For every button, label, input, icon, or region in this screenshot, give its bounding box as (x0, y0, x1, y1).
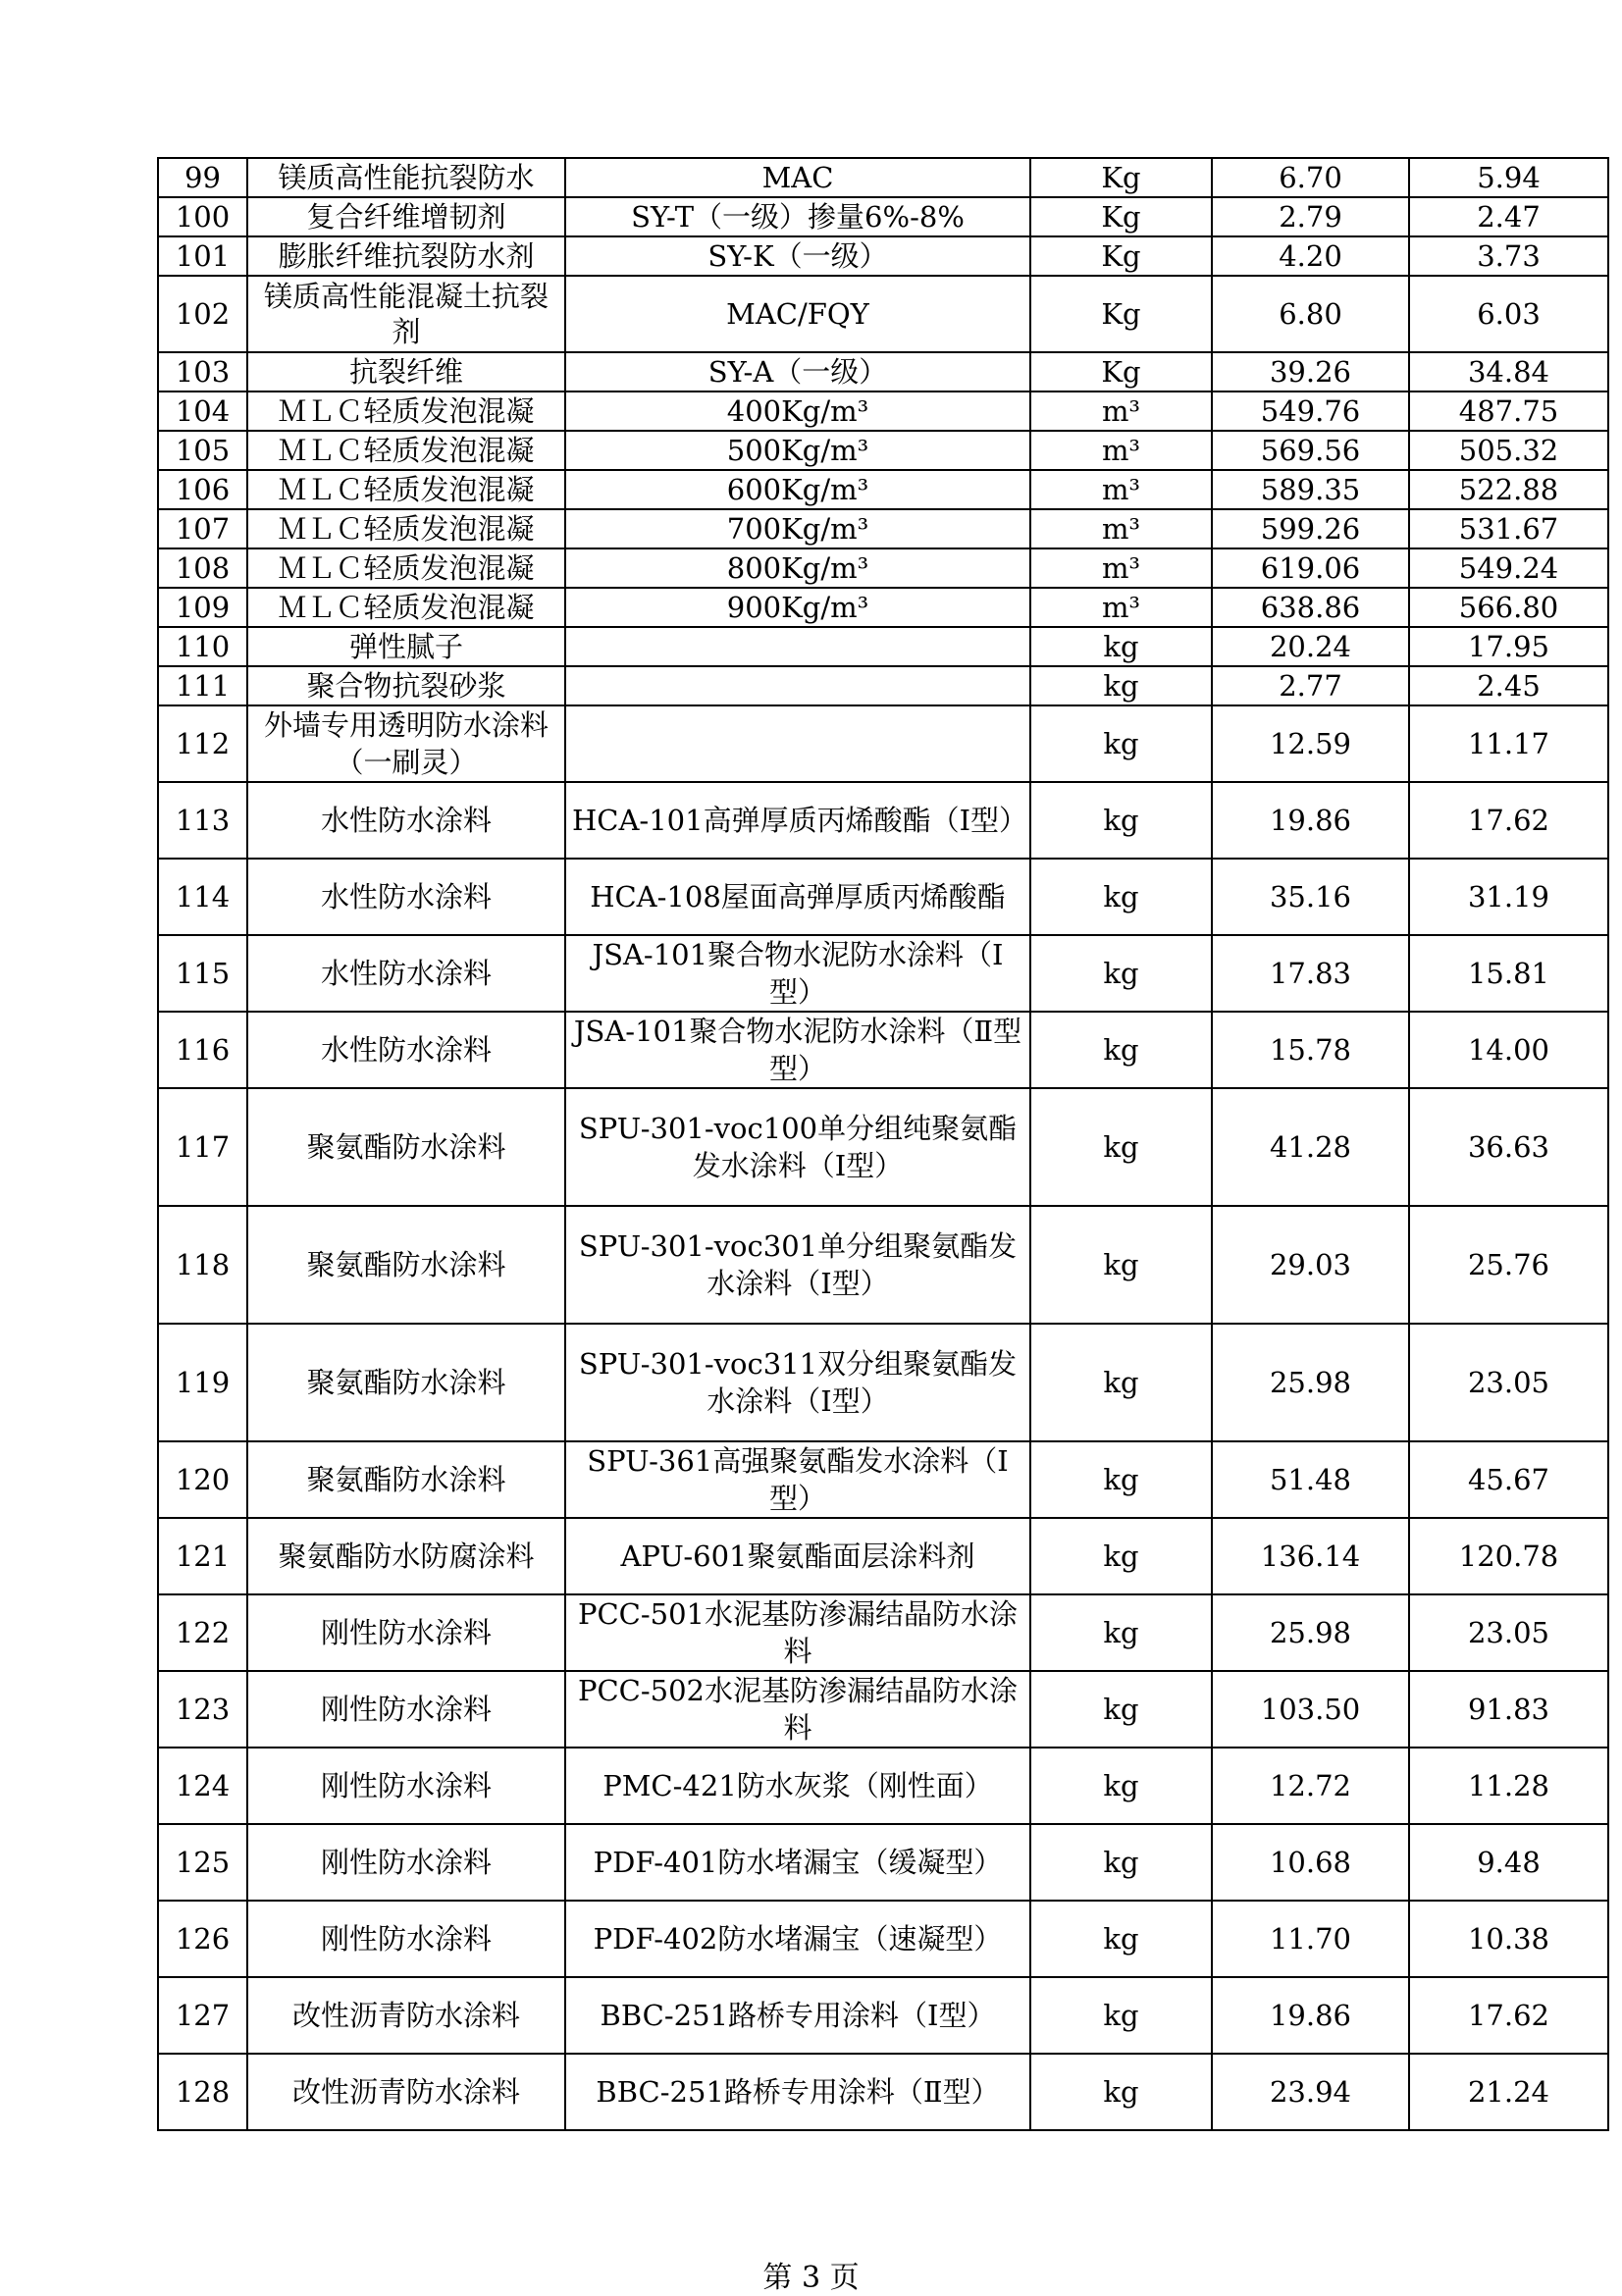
row-number-cell: 123 (158, 1671, 247, 1748)
table-row (158, 1901, 1608, 1977)
table-row (158, 859, 1608, 935)
row-number-cell: 128 (158, 2054, 247, 2130)
price-cell-1: 41.28 (1212, 1088, 1409, 1206)
specification-cell: SPU-361高强聚氨酯发水涂料（Ⅰ型） (565, 1441, 1030, 1518)
material-name-cell: 膨胀纤维抗裂防水剂 (247, 236, 565, 276)
specification-cell: SY-K（一级） (565, 236, 1030, 276)
row-number-cell: 120 (158, 1441, 247, 1518)
unit-cell: m³ (1030, 509, 1212, 548)
table-row (158, 1671, 1608, 1748)
row-number-cell: 105 (158, 431, 247, 470)
row-number-cell: 103 (158, 352, 247, 391)
unit-cell: kg (1030, 935, 1212, 1012)
price-cell-2: 505.32 (1409, 431, 1608, 470)
unit-cell: kg (1030, 1518, 1212, 1594)
unit-cell: kg (1030, 1594, 1212, 1671)
price-cell-2: 21.24 (1409, 2054, 1608, 2130)
material-name-cell: 刚性防水涂料 (247, 1901, 565, 1977)
specification-cell: SPU-301-voc301单分组聚氨酯发水涂料（Ⅰ型） (565, 1206, 1030, 1324)
material-name-cell: ＭＬＣ轻质发泡混凝 (247, 588, 565, 627)
row-number-cell: 117 (158, 1088, 247, 1206)
row-number-cell: 106 (158, 470, 247, 509)
row-number-cell: 115 (158, 935, 247, 1012)
material-name-cell: 复合纤维增韧剂 (247, 197, 565, 236)
price-cell-1: 569.56 (1212, 431, 1409, 470)
material-name-cell: ＭＬＣ轻质发泡混凝 (247, 391, 565, 431)
table-row (158, 470, 1608, 509)
unit-cell: kg (1030, 782, 1212, 859)
price-cell-2: 522.88 (1409, 470, 1608, 509)
material-name-cell: 聚氨酯防水涂料 (247, 1088, 565, 1206)
price-cell-1: 549.76 (1212, 391, 1409, 431)
material-name-cell: 聚氨酯防水涂料 (247, 1206, 565, 1324)
unit-cell: kg (1030, 1824, 1212, 1901)
specification-cell: JSA-101聚合物水泥防水涂料（Ⅱ型型） (565, 1012, 1030, 1088)
material-name-cell: 刚性防水涂料 (247, 1594, 565, 1671)
specification-cell (565, 627, 1030, 666)
unit-cell: Kg (1030, 197, 1212, 236)
table-row (158, 548, 1608, 588)
unit-cell: kg (1030, 1088, 1212, 1206)
table-row (158, 1441, 1608, 1518)
price-cell-1: 103.50 (1212, 1671, 1409, 1748)
table-row (158, 391, 1608, 431)
table-row (158, 352, 1608, 391)
row-number-cell: 127 (158, 1977, 247, 2054)
table-row (158, 236, 1608, 276)
specification-cell: PMC-421防水灰浆（刚性面） (565, 1748, 1030, 1824)
row-number-cell: 113 (158, 782, 247, 859)
row-number-cell: 102 (158, 276, 247, 352)
table-row (158, 1977, 1608, 2054)
material-name-cell: 镁质高性能混凝土抗裂剂 (247, 276, 565, 352)
row-number-cell: 110 (158, 627, 247, 666)
price-cell-2: 3.73 (1409, 236, 1608, 276)
specification-cell: SY-T（一级）掺量6%-8% (565, 197, 1030, 236)
row-number-cell: 109 (158, 588, 247, 627)
price-cell-1: 599.26 (1212, 509, 1409, 548)
material-name-cell: 水性防水涂料 (247, 935, 565, 1012)
specification-cell: 400Kg/m³ (565, 391, 1030, 431)
price-cell-2: 14.00 (1409, 1012, 1608, 1088)
row-number-cell: 100 (158, 197, 247, 236)
unit-cell: kg (1030, 1977, 1212, 2054)
table-body (158, 158, 1608, 2130)
specification-cell: MAC (565, 158, 1030, 197)
price-cell-1: 29.03 (1212, 1206, 1409, 1324)
price-cell-2: 23.05 (1409, 1324, 1608, 1441)
price-cell-1: 51.48 (1212, 1441, 1409, 1518)
material-name-cell: 聚氨酯防水涂料 (247, 1441, 565, 1518)
row-number-cell: 101 (158, 236, 247, 276)
table-row (158, 1088, 1608, 1206)
price-cell-1: 23.94 (1212, 2054, 1409, 2130)
price-cell-1: 638.86 (1212, 588, 1409, 627)
specification-cell: BBC-251路桥专用涂料（Ⅱ型） (565, 2054, 1030, 2130)
unit-cell: m³ (1030, 470, 1212, 509)
unit-cell: Kg (1030, 236, 1212, 276)
unit-cell: Kg (1030, 352, 1212, 391)
unit-cell: m³ (1030, 431, 1212, 470)
unit-cell: m³ (1030, 588, 1212, 627)
table-row (158, 1824, 1608, 1901)
material-name-cell: ＭＬＣ轻质发泡混凝 (247, 470, 565, 509)
price-cell-2: 6.03 (1409, 276, 1608, 352)
material-name-cell: 弹性腻子 (247, 627, 565, 666)
material-name-cell: 水性防水涂料 (247, 782, 565, 859)
page-number: 第 3 页 (762, 2261, 860, 2295)
material-name-cell: 刚性防水涂料 (247, 1824, 565, 1901)
table-row (158, 1594, 1608, 1671)
table-row (158, 276, 1608, 352)
price-cell-1: 10.68 (1212, 1824, 1409, 1901)
row-number-cell: 111 (158, 666, 247, 705)
unit-cell: m³ (1030, 391, 1212, 431)
specification-cell: PDF-402防水堵漏宝（速凝型） (565, 1901, 1030, 1977)
price-cell-2: 25.76 (1409, 1206, 1608, 1324)
price-cell-2: 2.47 (1409, 197, 1608, 236)
specification-cell: MAC/FQY (565, 276, 1030, 352)
row-number-cell: 108 (158, 548, 247, 588)
price-cell-1: 12.59 (1212, 705, 1409, 782)
price-cell-2: 549.24 (1409, 548, 1608, 588)
unit-cell: kg (1030, 1324, 1212, 1441)
specification-cell: SPU-301-voc100单分组纯聚氨酯发水涂料（Ⅰ型） (565, 1088, 1030, 1206)
material-name-cell: 外墙专用透明防水涂料（一刷灵） (247, 705, 565, 782)
material-name-cell: 聚合物抗裂砂浆 (247, 666, 565, 705)
row-number-cell: 125 (158, 1824, 247, 1901)
row-number-cell: 126 (158, 1901, 247, 1977)
table-row (158, 782, 1608, 859)
material-name-cell: 刚性防水涂料 (247, 1748, 565, 1824)
specification-cell: PCC-502水泥基防渗漏结晶防水涂料 (565, 1671, 1030, 1748)
unit-cell: kg (1030, 1901, 1212, 1977)
material-name-cell: 改性沥青防水涂料 (247, 2054, 565, 2130)
specification-cell (565, 666, 1030, 705)
row-number-cell: 107 (158, 509, 247, 548)
specification-cell: PCC-501水泥基防渗漏结晶防水涂料 (565, 1594, 1030, 1671)
unit-cell: kg (1030, 2054, 1212, 2130)
price-cell-1: 35.16 (1212, 859, 1409, 935)
price-cell-1: 12.72 (1212, 1748, 1409, 1824)
price-cell-1: 25.98 (1212, 1594, 1409, 1671)
row-number-cell: 121 (158, 1518, 247, 1594)
row-number-cell: 112 (158, 705, 247, 782)
unit-cell: kg (1030, 859, 1212, 935)
table-row (158, 1748, 1608, 1824)
price-cell-1: 39.26 (1212, 352, 1409, 391)
price-cell-1: 4.20 (1212, 236, 1409, 276)
material-name-cell: 刚性防水涂料 (247, 1671, 565, 1748)
table-row (158, 509, 1608, 548)
table-row (158, 666, 1608, 705)
unit-cell: kg (1030, 627, 1212, 666)
price-cell-2: 36.63 (1409, 1088, 1608, 1206)
unit-cell: m³ (1030, 548, 1212, 588)
material-name-cell: 聚氨酯防水涂料 (247, 1324, 565, 1441)
table-row (158, 588, 1608, 627)
price-cell-2: 45.67 (1409, 1441, 1608, 1518)
row-number-cell: 99 (158, 158, 247, 197)
price-cell-1: 6.70 (1212, 158, 1409, 197)
row-number-cell: 114 (158, 859, 247, 935)
price-cell-2: 17.62 (1409, 782, 1608, 859)
price-cell-1: 2.79 (1212, 197, 1409, 236)
specification-cell: 900Kg/m³ (565, 588, 1030, 627)
price-cell-1: 20.24 (1212, 627, 1409, 666)
specification-cell: 700Kg/m³ (565, 509, 1030, 548)
price-cell-2: 31.19 (1409, 859, 1608, 935)
specification-cell: APU-601聚氨酯面层涂料剂 (565, 1518, 1030, 1594)
price-cell-1: 6.80 (1212, 276, 1409, 352)
price-cell-2: 487.75 (1409, 391, 1608, 431)
price-cell-1: 15.78 (1212, 1012, 1409, 1088)
row-number-cell: 116 (158, 1012, 247, 1088)
price-cell-1: 19.86 (1212, 1977, 1409, 2054)
specification-cell: 500Kg/m³ (565, 431, 1030, 470)
price-cell-2: 17.95 (1409, 627, 1608, 666)
price-cell-1: 589.35 (1212, 470, 1409, 509)
specification-cell: HCA-108屋面高弹厚质丙烯酸酯 (565, 859, 1030, 935)
material-name-cell: ＭＬＣ轻质发泡混凝 (247, 509, 565, 548)
unit-cell: kg (1030, 1748, 1212, 1824)
material-name-cell: 改性沥青防水涂料 (247, 1977, 565, 2054)
material-name-cell: ＭＬＣ轻质发泡混凝 (247, 548, 565, 588)
specification-cell: 800Kg/m³ (565, 548, 1030, 588)
material-name-cell: 水性防水涂料 (247, 859, 565, 935)
row-number-cell: 122 (158, 1594, 247, 1671)
table-row (158, 1518, 1608, 1594)
material-name-cell: 镁质高性能抗裂防水 (247, 158, 565, 197)
price-cell-2: 10.38 (1409, 1901, 1608, 1977)
price-cell-2: 2.45 (1409, 666, 1608, 705)
unit-cell: kg (1030, 1671, 1212, 1748)
price-cell-2: 566.80 (1409, 588, 1608, 627)
price-cell-2: 23.05 (1409, 1594, 1608, 1671)
unit-cell: Kg (1030, 276, 1212, 352)
price-cell-2: 11.17 (1409, 705, 1608, 782)
table-row (158, 705, 1608, 782)
price-cell-2: 9.48 (1409, 1824, 1608, 1901)
price-cell-2: 17.62 (1409, 1977, 1608, 2054)
price-cell-2: 91.83 (1409, 1671, 1608, 1748)
price-cell-1: 2.77 (1212, 666, 1409, 705)
price-cell-1: 19.86 (1212, 782, 1409, 859)
row-number-cell: 104 (158, 391, 247, 431)
table-row (158, 935, 1608, 1012)
price-cell-2: 5.94 (1409, 158, 1608, 197)
table-row (158, 197, 1608, 236)
unit-cell: Kg (1030, 158, 1212, 197)
specification-cell: 600Kg/m³ (565, 470, 1030, 509)
material-name-cell: 抗裂纤维 (247, 352, 565, 391)
specification-cell: PDF-401防水堵漏宝（缓凝型） (565, 1824, 1030, 1901)
unit-cell: kg (1030, 1206, 1212, 1324)
specification-cell: SPU-301-voc311双分组聚氨酯发水涂料（Ⅰ型） (565, 1324, 1030, 1441)
price-cell-1: 619.06 (1212, 548, 1409, 588)
table-row (158, 1012, 1608, 1088)
table-row (158, 2054, 1608, 2130)
specification-cell: JSA-101聚合物水泥防水涂料（Ⅰ型） (565, 935, 1030, 1012)
price-cell-1: 25.98 (1212, 1324, 1409, 1441)
row-number-cell: 124 (158, 1748, 247, 1824)
price-cell-2: 11.28 (1409, 1748, 1608, 1824)
material-name-cell: ＭＬＣ轻质发泡混凝 (247, 431, 565, 470)
table-row (158, 627, 1608, 666)
specification-cell: HCA-101高弹厚质丙烯酸酯（Ⅰ型） (565, 782, 1030, 859)
table-row (158, 431, 1608, 470)
row-number-cell: 118 (158, 1206, 247, 1324)
unit-cell: kg (1030, 705, 1212, 782)
row-number-cell: 119 (158, 1324, 247, 1441)
table-row (158, 1206, 1608, 1324)
price-cell-2: 531.67 (1409, 509, 1608, 548)
price-cell-2: 120.78 (1409, 1518, 1608, 1594)
specification-cell: SY-A（一级） (565, 352, 1030, 391)
price-table (157, 157, 1609, 2131)
specification-cell: BBC-251路桥专用涂料（Ⅰ型） (565, 1977, 1030, 2054)
material-name-cell: 水性防水涂料 (247, 1012, 565, 1088)
table-row (158, 1324, 1608, 1441)
unit-cell: kg (1030, 1441, 1212, 1518)
unit-cell: kg (1030, 666, 1212, 705)
specification-cell (565, 705, 1030, 782)
price-cell-1: 17.83 (1212, 935, 1409, 1012)
price-cell-1: 136.14 (1212, 1518, 1409, 1594)
material-name-cell: 聚氨酯防水防腐涂料 (247, 1518, 565, 1594)
table-row (158, 158, 1608, 197)
price-cell-2: 34.84 (1409, 352, 1608, 391)
price-cell-1: 11.70 (1212, 1901, 1409, 1977)
price-cell-2: 15.81 (1409, 935, 1608, 1012)
unit-cell: kg (1030, 1012, 1212, 1088)
